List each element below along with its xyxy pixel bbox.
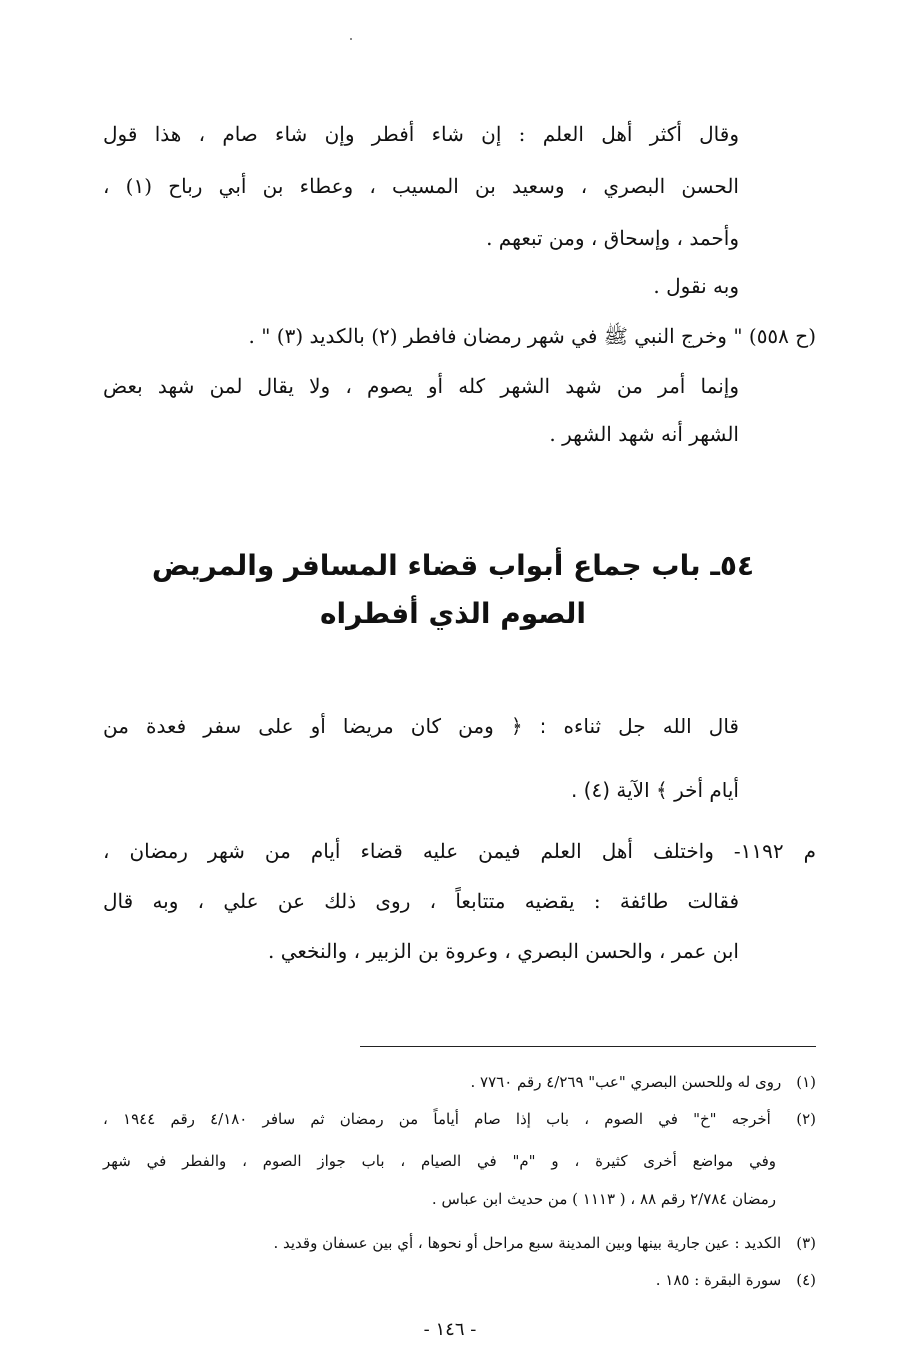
footnote-text: سورة البقرة : ١٨٥ .: [655, 1271, 782, 1289]
issue-line-3: ابن عمر ، والحسن البصري ، وعروة بن الزبير ، والنخعي .: [268, 939, 739, 963]
footnote-number: (٤): [796, 1271, 816, 1289]
page-number: - ١٤٦ -: [423, 1319, 477, 1340]
footnote-number: (١): [796, 1073, 816, 1091]
footnote-number: (٢): [796, 1110, 816, 1128]
quran-verse-line-2: أيام أخر ﴾ الآية (٤) .: [570, 778, 739, 802]
quran-verse-line-1: قال الله جل ثناءه : ﴿ ومن كان مريضا أو على سفر فعدة من: [103, 714, 739, 738]
footnote-1: [103, 1069, 816, 1095]
footnote-text: الكديد : عين جارية بينها وبين المدينة سبع مراحل أو نحوها ، أي بين عسفان وقديد .: [273, 1234, 782, 1252]
body-line-4: وبه نقول .: [653, 274, 739, 298]
footnote-text: روى له وللحسن البصري "عب" ٤/٢٦٩ رقم ٧٧٦٠ .: [470, 1073, 782, 1091]
chapter-heading-line-1: ٥٤ـ باب جماع أبواب قضاء المسافر والمريض: [151, 549, 755, 582]
chapter-heading-line-2: الصوم الذي أفطراه: [320, 597, 586, 630]
body-line-3: وأحمد ، وإسحاق ، ومن تبعهم .: [486, 226, 739, 250]
issue-line-2: فقالت طائفة : يقضيه متتابعاً ، روى ذلك عن علي ، وبه قال: [103, 889, 739, 913]
footnote-3: [103, 1230, 816, 1256]
body-line-6: وإنما أمر من شهد الشهر كله أو يصوم ، ولا يقال لمن شهد بعض: [103, 374, 739, 398]
body-line-2: الحسن البصري ، وسعيد بن المسيب ، وعطاء بن أبي رباح (١) ،: [103, 174, 739, 198]
footnote-separator: [360, 1046, 816, 1047]
footnote-text: أخرجه "خ" في الصوم ، باب إذا صام أياماً من رمضان ثم سافر ٤/١٨٠ رقم ١٩٤٤ ،: [103, 1110, 771, 1128]
scan-speck: [350, 38, 352, 40]
footnote-2-continuation-2: رمضان ٢/٧٨٤ رقم ٨٨ ، ( ١١١٣ ) من حديث ابن عباس .: [431, 1190, 776, 1208]
footnote-2: [103, 1106, 816, 1132]
footnote-4: [103, 1267, 816, 1293]
footnote-2-continuation-1: وفي مواضع أخرى كثيرة ، و "م" في الصيام ، باب جواز الصوم ، والفطر في شهر: [103, 1152, 776, 1170]
footnote-number: (٣): [796, 1234, 816, 1252]
body-line-1: وقال أكثر أهل العلم : إن شاء أفطر وإن شاء صام ، هذا قول: [103, 122, 739, 146]
body-line-7: الشهر أنه شهد الشهر .: [549, 422, 739, 446]
hadith-line: (ح ٥٥٨) " وخرج النبي ﷺ في شهر رمضان فافطر (٢) بالكديد (٣) " .: [248, 324, 816, 348]
issue-line-1: م ١١٩٢- واختلف أهل العلم فيمن عليه قضاء أيام من شهر رمضان ،: [103, 839, 816, 863]
